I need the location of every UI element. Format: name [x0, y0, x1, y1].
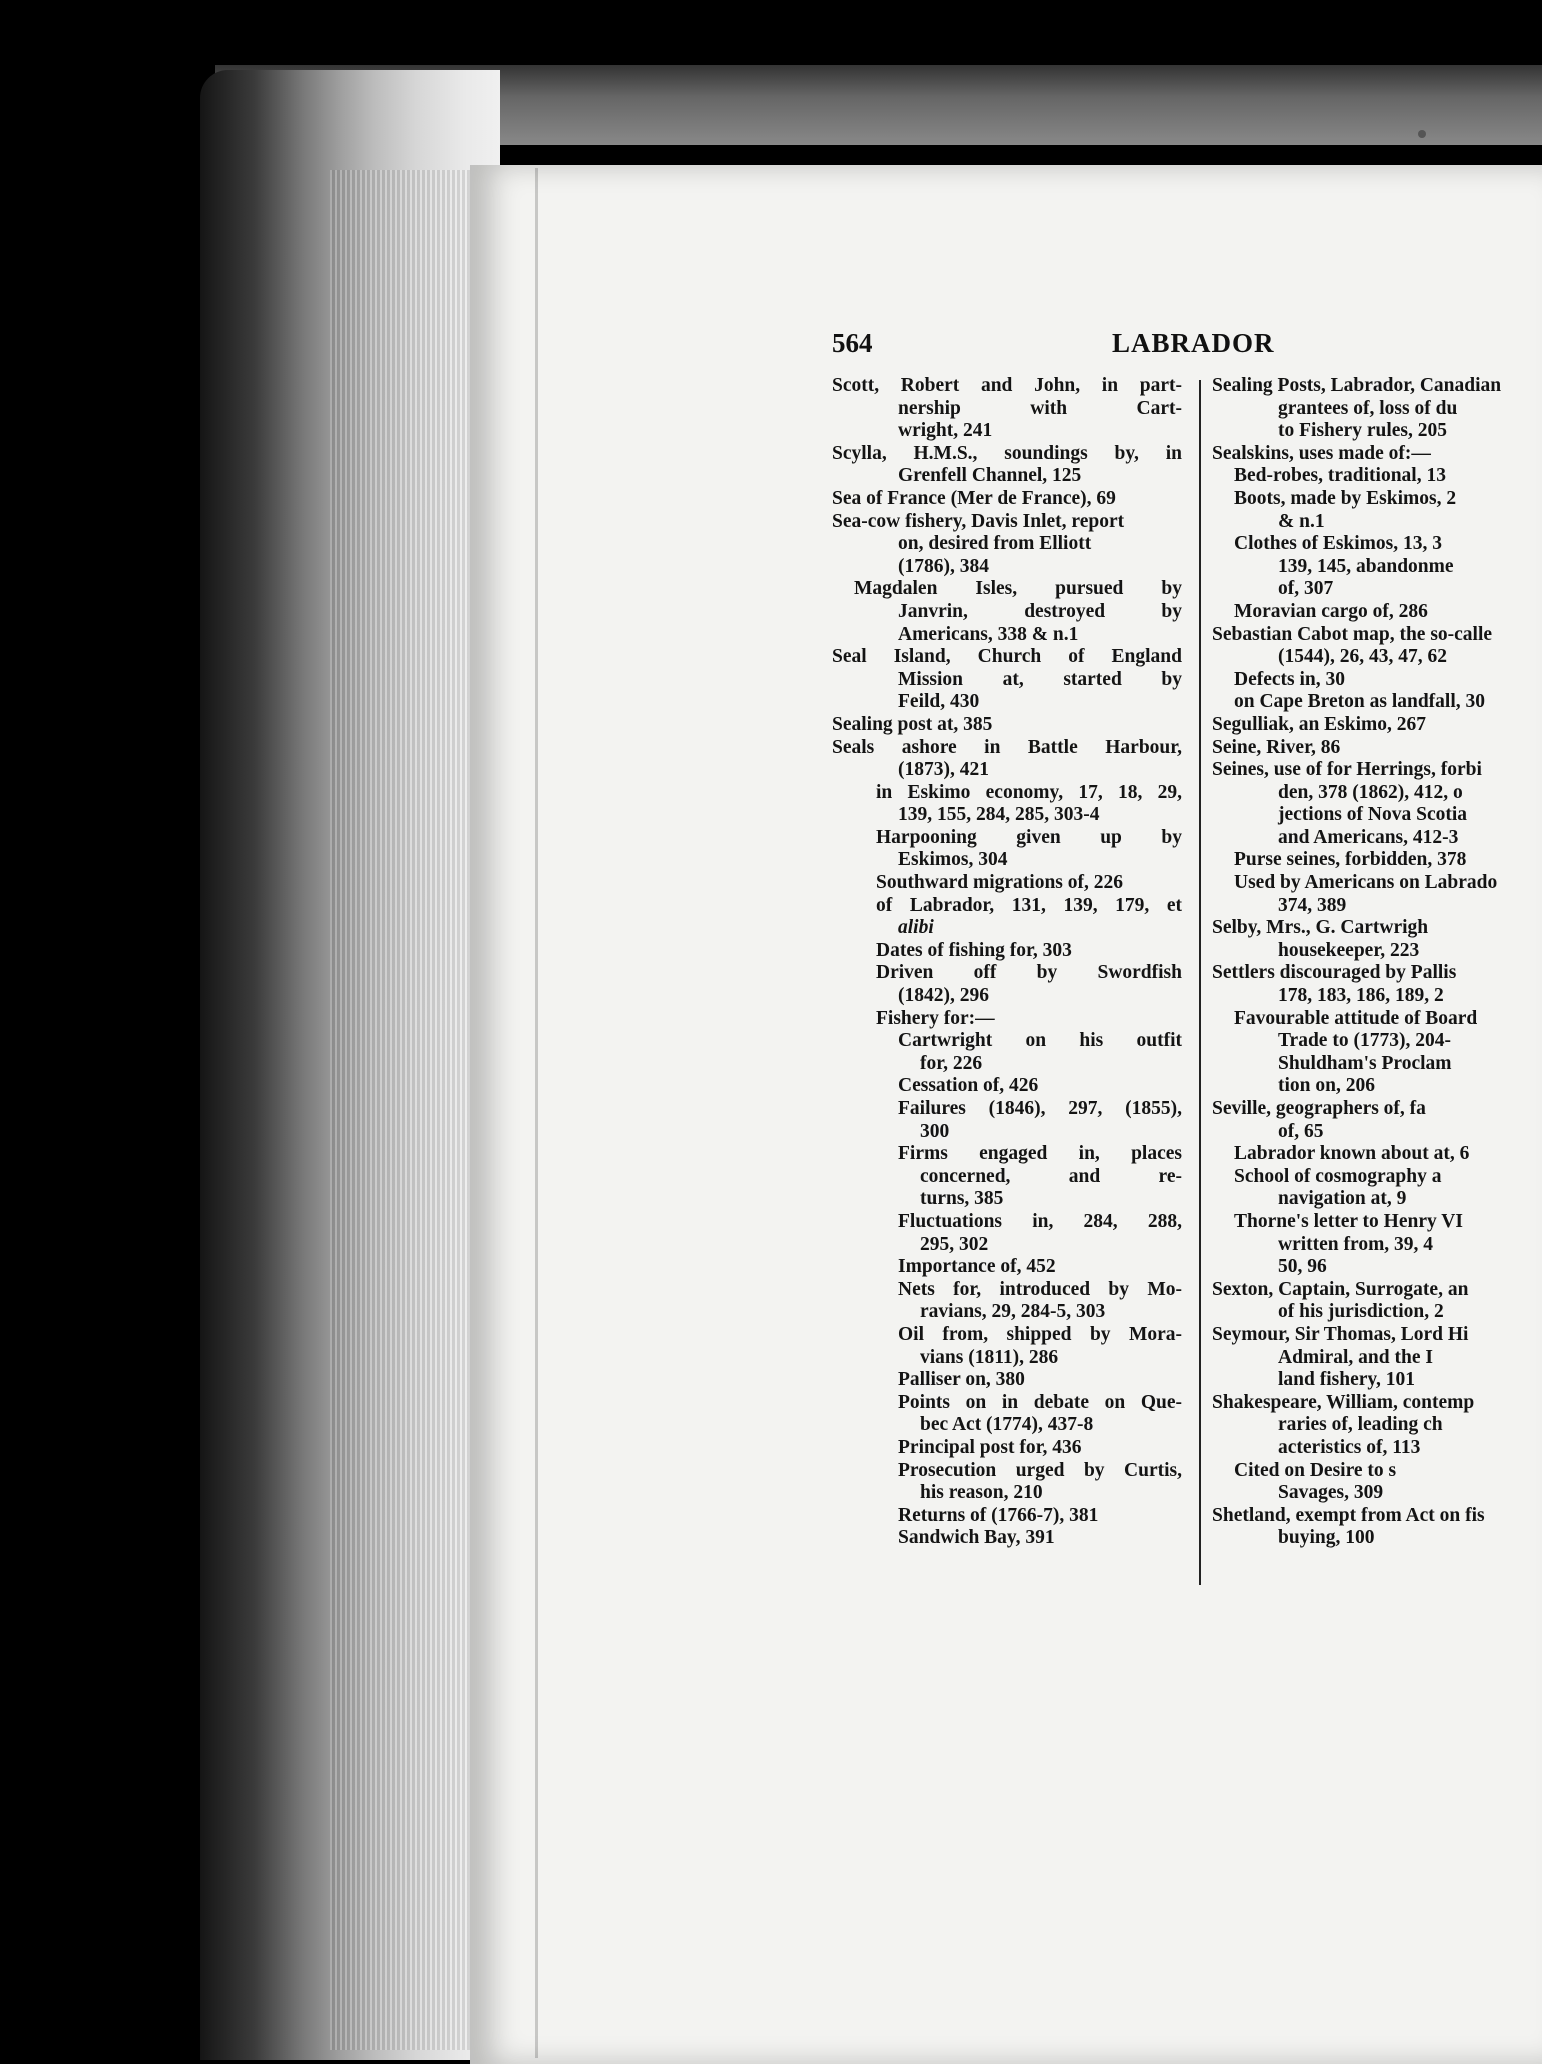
index-entry-line: Mission at, started by	[898, 668, 1182, 690]
index-entry-line: Segulliak, an Eskimo, 267	[1212, 713, 1427, 735]
column-divider	[1199, 380, 1201, 1585]
index-entry-line: raries of, leading ch	[1278, 1414, 1443, 1436]
index-entry-line: Sebastian Cabot map, the so-calle	[1212, 623, 1493, 645]
index-entry-line: bec Act (1774), 437-8	[920, 1414, 1094, 1436]
index-entry-line: Prosecution urged by Curtis,	[898, 1459, 1182, 1481]
index-entry-line: Returns of (1766-7), 381	[898, 1504, 1099, 1526]
index-entry-line: acteristics of, 113	[1278, 1436, 1421, 1458]
index-entry-line: Driven off by Swordfish	[876, 962, 1182, 984]
index-entry-line: his reason, 210	[920, 1482, 1043, 1504]
index-entry-line: on Cape Breton as landfall, 30	[1234, 691, 1486, 713]
index-entry-line: navigation at, 9	[1278, 1188, 1407, 1210]
index-entry-line: of, 307	[1278, 578, 1334, 600]
index-entry-line: Shuldham's Proclam	[1278, 1052, 1452, 1074]
index-entry-line: 178, 183, 186, 189, 2	[1278, 985, 1444, 1007]
index-entry-line: for, 226	[920, 1052, 983, 1074]
index-entry-line: Moravian cargo of, 286	[1234, 600, 1428, 622]
index-entry-line: Favourable attitude of Board	[1234, 1007, 1478, 1029]
index-entry-line: Sealing post at, 385	[832, 713, 993, 735]
index-entry-line: housekeeper, 223	[1278, 939, 1420, 961]
index-entry-line: Used by Americans on Labrado	[1234, 872, 1498, 894]
index-entry-line: Points on in debate on Que-	[898, 1391, 1182, 1413]
index-entry-line: ravians, 29, 284-5, 303	[920, 1301, 1106, 1323]
index-entry-line: Palliser on, 380	[898, 1369, 1025, 1391]
index-entry-line: Sea-cow fishery, Davis Inlet, report	[832, 510, 1125, 532]
index-entry-line: School of cosmography a	[1234, 1165, 1442, 1187]
index-entry-line: Importance of, 452	[898, 1256, 1056, 1278]
index-entry-line: Firms engaged in, places	[898, 1143, 1182, 1165]
index-entry-line: Labrador known about at, 6	[1234, 1143, 1470, 1165]
index-entry-line: written from, 39, 4	[1278, 1233, 1434, 1255]
index-entry-line: 139, 145, abandonme	[1278, 555, 1454, 577]
index-entry-line: Seines, use of for Herrings, forbi	[1212, 759, 1482, 781]
index-entry-line: (1544), 26, 43, 47, 62	[1278, 646, 1447, 668]
index-entry-line: of, 65	[1278, 1120, 1324, 1142]
index-entry-line: Principal post for, 436	[898, 1436, 1082, 1458]
index-entry-line: (1842), 296	[898, 985, 989, 1007]
index-entry-line: Selby, Mrs., G. Cartwrigh	[1212, 917, 1429, 939]
index-entry-line: Sea of France (Mer de France), 69	[832, 487, 1116, 509]
index-entry-line: & n.1	[1278, 510, 1325, 532]
index-entry-line: Sealing Posts, Labrador, Canadian	[1212, 375, 1502, 396]
index-entry-line: Seine, River, 86	[1212, 736, 1341, 758]
index-entry-line: Fishery for:—	[876, 1007, 995, 1029]
index-column-right	[1212, 375, 1542, 1550]
index-entry-line: Thorne's letter to Henry VI	[1234, 1210, 1463, 1232]
index-entry-line: of his jurisdiction, 2	[1278, 1301, 1444, 1323]
index-entry-line: wright, 241	[898, 420, 993, 442]
index-entry-line: Failures (1846), 297, (1855),	[898, 1098, 1182, 1119]
index-entry-line: Dates of fishing for, 303	[876, 939, 1072, 961]
index-entry-line: Cited on Desire to s	[1234, 1459, 1397, 1481]
index-entry-line: Sealskins, uses made of:—	[1212, 442, 1431, 464]
index-entry-line: on, desired from Elliott	[898, 533, 1092, 555]
index-entry-line: buying, 100	[1278, 1527, 1375, 1549]
index-entry-line: Janvrin, destroyed by	[898, 600, 1182, 622]
index-entry-line: Eskimos, 304	[898, 849, 1008, 871]
index-entry-line: 374, 389	[1278, 894, 1347, 916]
page-fold-line	[535, 168, 538, 2058]
index-entry-line: Scott, Robert and John, in part-	[832, 375, 1182, 396]
index-entry-line: Settlers discouraged by Pallis	[1212, 962, 1457, 984]
index-entry-line: Shakespeare, William, contemp	[1212, 1391, 1475, 1413]
index-entry-line: land fishery, 101	[1278, 1369, 1416, 1391]
index-entry-line: Sexton, Captain, Surrogate, an	[1212, 1278, 1469, 1300]
index-entry-line: 295, 302	[920, 1233, 989, 1255]
index-entry-line: to Fishery rules, 205	[1278, 420, 1447, 442]
index-entry-line: Trade to (1773), 204-	[1278, 1030, 1451, 1052]
index-entry-line: Purse seines, forbidden, 378	[1234, 849, 1467, 871]
index-entry-line: Shetland, exempt from Act on fis	[1212, 1504, 1485, 1526]
page-number: 564	[832, 328, 873, 358]
index-entry-line: alibi	[898, 917, 934, 939]
index-entry-line: Fluctuations in, 284, 288,	[898, 1210, 1182, 1232]
index-entry-line: Bed-robes, traditional, 13	[1234, 465, 1446, 487]
index-entry-line: of Labrador, 131, 139, 179, et	[876, 894, 1182, 916]
index-entry-line: jections of Nova Scotia	[1278, 804, 1468, 826]
index-entry-line: Defects in, 30	[1234, 668, 1346, 690]
index-entry-line: 50, 96	[1278, 1256, 1327, 1278]
index-entry-line: (1786), 384	[898, 555, 989, 577]
index-entry-line: Americans, 338 & n.1	[898, 623, 1079, 645]
index-entry-line: Admiral, and the I	[1278, 1346, 1433, 1368]
index-entry-line: tion on, 206	[1278, 1075, 1375, 1097]
index-entry-line: Oil from, shipped by Mora-	[898, 1323, 1182, 1345]
index-entry-line: Seal Island, Church of England	[832, 646, 1182, 668]
index-entry-line: Scylla, H.M.S., soundings by, in	[832, 442, 1182, 464]
index-entry-line: turns, 385	[920, 1188, 1004, 1210]
index-entry-line: Magdalen Isles, pursued by	[854, 578, 1182, 600]
index-entry-line: Cessation of, 426	[898, 1075, 1039, 1097]
dust-speck	[1418, 130, 1426, 138]
index-entry-line: Feild, 430	[898, 691, 980, 713]
page-edge-texture	[330, 170, 490, 2050]
index-entry-line: nership with Cart-	[898, 397, 1182, 419]
running-head	[832, 328, 1392, 368]
index-entry-line: grantees of, loss of du	[1278, 397, 1458, 419]
index-entry-line: concerned, and re-	[920, 1165, 1182, 1187]
index-entry-line: 300	[920, 1120, 950, 1142]
index-entry-line: Southward migrations of, 226	[876, 872, 1124, 894]
index-entry-line: Grenfell Channel, 125	[898, 465, 1082, 487]
index-entry-line: in Eskimo economy, 17, 18, 29,	[876, 781, 1182, 803]
index-entry-line: Seymour, Sir Thomas, Lord Hi	[1212, 1323, 1469, 1345]
index-entry-line: den, 378 (1862), 412, o	[1278, 781, 1463, 803]
index-entry-line: and Americans, 412-3	[1278, 826, 1459, 848]
index-entry-line: Clothes of Eskimos, 13, 3	[1234, 533, 1443, 555]
index-entry-line: Seals ashore in Battle Harbour,	[832, 736, 1182, 758]
index-entry-line: Boots, made by Eskimos, 2	[1234, 487, 1457, 509]
index-entry-line: (1873), 421	[898, 759, 989, 781]
index-entry-line: Savages, 309	[1278, 1482, 1384, 1504]
index-entry-line: 139, 155, 284, 285, 303-4	[898, 804, 1100, 826]
page-title: LABRADOR	[1112, 328, 1275, 358]
index-entry-line: Cartwright on his outfit	[898, 1030, 1182, 1052]
index-entry-line: vians (1811), 286	[920, 1346, 1059, 1368]
index-entry-line: Seville, geographers of, fa	[1212, 1098, 1426, 1119]
index-entry-line: Sandwich Bay, 391	[898, 1527, 1055, 1549]
index-column-left	[832, 375, 1182, 1550]
index-entry-line: Harpooning given up by	[876, 826, 1182, 848]
index-entry-line: Nets for, introduced by Mo-	[898, 1278, 1182, 1300]
